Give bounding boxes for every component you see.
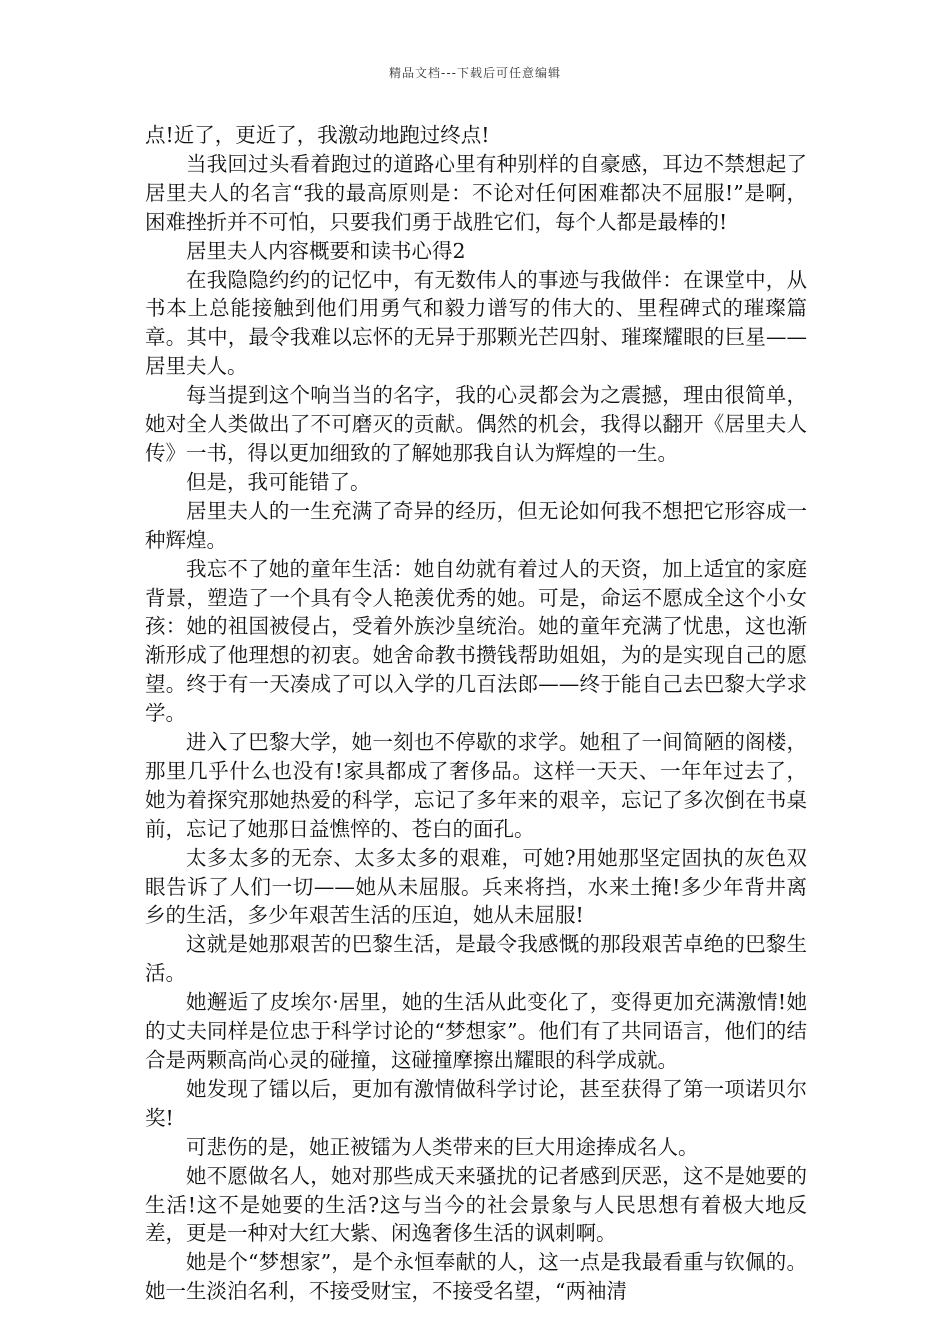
paragraph: 可悲伤的是，她正被镭为人类带来的巨大用途捧成名人。 bbox=[186, 1134, 699, 1159]
paragraph: 进入了巴黎大学，她一刻也不停歇的求学。她租了一间简陋的阁楼，那里几乎什么也没有!家具都成了奢侈品。这样一天天、一年年过去了，她为着探究那她热爱的科学，忘记了多年来的艰辛，忘记了多次倒在书桌前，忘记了她那日益憔悴的、苍白的面孔。 bbox=[145, 730, 807, 841]
paragraph: 她发现了镭以后，更加有激情做科学讨论，甚至获得了第一项诺贝尔奖! bbox=[145, 1076, 807, 1130]
paragraph: 居里夫人的一生充满了奇异的经历，但无论如何我不想把它形容成一种辉煌。 bbox=[145, 498, 807, 552]
section-heading: 居里夫人内容概要和读书心得2 bbox=[186, 238, 466, 263]
paragraph: 这就是她那艰苦的巴黎生活，是最令我感慨的那段艰苦卓绝的巴黎生活。 bbox=[145, 932, 807, 986]
paragraph: 在我隐隐约约的记忆中，有无数伟人的事迹与我做伴：在课堂中，从书本上总能接触到他们用勇气和毅力谱写的伟大的、里程碑式的璀璨篇章。其中，最令我难以忘怀的无异于那颗光芒四射、璀璨耀眼的巨星——居里夫人。 bbox=[145, 267, 807, 379]
paragraph: 太多太多的无奈、太多太多的艰难，可她?用她那坚定固执的灰色双眼告诉了人们一切——她从未屈服。兵来将挡，水来土掩!多少年背井离乡的生活，多少年艰苦生活的压迫，她从未屈服! bbox=[145, 845, 807, 928]
paragraph: 当我回过头看着跑过的道路心里有种别样的自豪感，耳边不禁想起了居里夫人的名言“我的最高原则是：不论对任何困难都决不屈服!”是啊，困难挫折并不可怕，只要我们勇于战胜它们，每个人都是最棒的! bbox=[145, 151, 807, 234]
paragraph: 但是，我可能错了。 bbox=[186, 469, 371, 494]
paragraph: 每当提到这个响当当的名字，我的心灵都会为之震撼，理由很简单，她对全人类做出了不可磨灭的贡献。偶然的机会，我得以翻开《居里夫人传》一书，得以更加细致的了解她那我自认为辉煌的一生。 bbox=[145, 383, 807, 465]
page-header: 精品文档---下载后可任意编辑 bbox=[389, 66, 561, 80]
paragraph: 她不愿做名人，她对那些成天来骚扰的记者感到厌恶，这不是她要的生活!这不是她要的生活?这与当今的社会景象与人民思想有着极大地反差，更是一种对大红大紫、闲逸奢侈生活的讽刺啊。 bbox=[145, 1163, 807, 1246]
document-body bbox=[145, 121, 807, 1306]
paragraph: 她邂逅了皮埃尔·居里，她的生活从此变化了，变得更加充满激情!她的丈夫同样是位忠于科学讨论的“梦想家”。他们有了共同语言，他们的结合是两颗高尚心灵的碰撞，这碰撞摩擦出耀眼的科学成就。 bbox=[145, 990, 807, 1072]
paragraph: 我忘不了她的童年生活：她自幼就有着过人的天资，加上适宜的家庭背景，塑造了一个具有令人艳羡优秀的她。可是，命运不愿成全这个小女孩：她的祖国被侵占，受着外族沙皇统治。她的童年充满了忧患，这也渐渐形成了他理想的初衷。她舍命教书攒钱帮助姐姐，为的是实现自己的愿望。终于有一天凑成了可以入学的几百法郎——终于能自己去巴黎大学求学。 bbox=[145, 556, 807, 726]
paragraph: 她是个“梦想家”，是个永恒奉献的人，这一点是我最看重与钦佩的。她一生淡泊名利，不接受财宝，不接受名望，“两袖清 bbox=[145, 1250, 807, 1304]
paragraph: 点!近了，更近了，我激动地跑过终点! bbox=[145, 123, 490, 147]
